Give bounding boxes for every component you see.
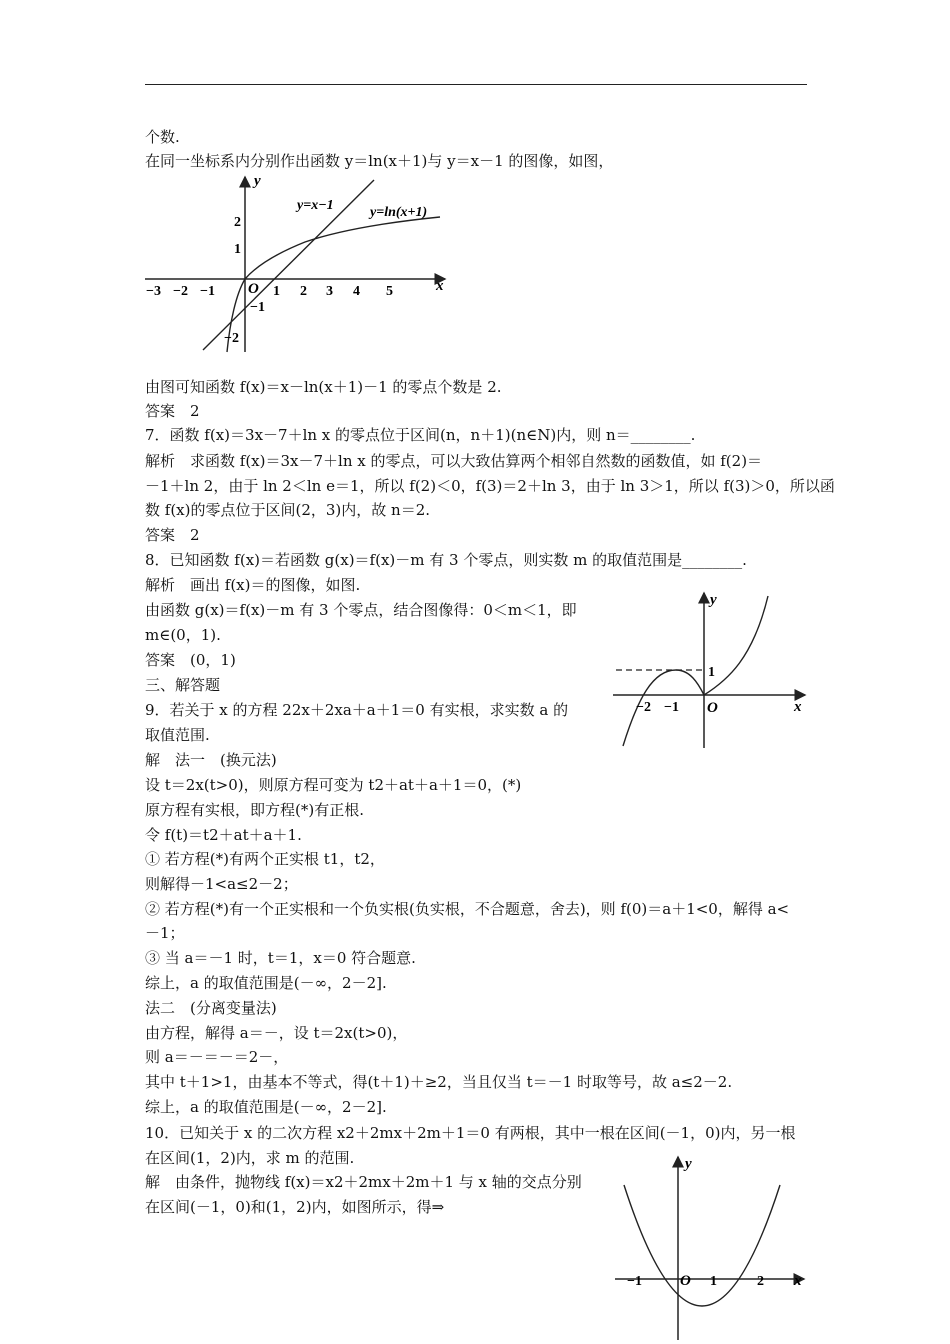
origin-label: O [680,1273,691,1289]
text-line: 原方程有实根，即方程(*)有正根. [145,801,364,819]
text-line: 由图可知函数 f(x)＝x－ln(x＋1)－1 的零点个数是 2. [145,378,502,396]
tick-label: 1 [710,1274,717,1289]
figure-parabola [610,1152,810,1342]
text-line: 则解得－1<a≤2－2； [145,875,298,893]
tick-label: 1 [234,242,241,257]
curve-ln-x-plus-1 [227,217,440,352]
text-line: 法二 (分离变量法) [145,999,277,1017]
text-line: 答案 (0，1) [145,651,236,669]
text-line: 取值范围. [145,726,210,744]
text-line: －1； [145,924,185,942]
tick-label: −2 [224,331,239,346]
text-line: 解 由条件，抛物线 f(x)＝x2＋2mx＋2m＋1 与 x 轴的交点分别 [145,1173,582,1191]
tick-label: 2 [234,215,241,230]
text-line: ① 若方程(*)有两个正实根 t1，t2， [145,850,385,868]
text-line: 令 f(t)＝t2＋at＋a＋1. [145,826,302,844]
tick-label: 2 [757,1274,764,1289]
text-line: m∈(0，1). [145,626,221,644]
origin-label: O [248,281,259,297]
axis-label-x: x [794,1273,802,1289]
text-line: 答案 2 [145,402,200,420]
section-heading: 三、解答题 [145,676,221,694]
header-rule [145,84,807,85]
text-line: 综上，a 的取值范围是(－∞，2－2]. [145,974,387,992]
text-line: 在区间(1，2)内，求 m 的范围. [145,1149,355,1167]
line-y-x-minus-1 [203,180,374,350]
tick-label: −1 [250,300,265,315]
text-line: 由函数 g(x)＝f(x)－m 有 3 个零点，结合图像得：0＜m＜1，即 [145,601,577,619]
text-line: ③ 当 a＝－1 时，t＝1，x＝0 符合题意. [145,949,416,967]
tick-label: −2 [173,284,188,299]
text-line: 在区间(－1，0)和(1，2)内，如图所示，得⇒ [145,1198,445,1216]
axis-label-y: y [254,173,261,189]
figure-ln-and-line [140,172,460,357]
axis-label-y: y [710,592,717,608]
tick-label: 4 [353,284,360,299]
tick-label: −1 [200,284,215,299]
text-line: 数 f(x)的零点位于区间(2，3)内，故 n＝2. [145,501,431,519]
text-line: 在同一坐标系内分别作出函数 y＝ln(x＋1)与 y＝x－1 的图像，如图， [145,152,614,170]
tick-label: 1 [273,284,280,299]
figure-piecewise [608,588,813,753]
tick-label: −2 [636,700,651,715]
question-9: 9．若关于 x 的方程 22x＋2xa＋a＋1＝0 有实根，求实数 a 的 [145,701,569,719]
text-line: ② 若方程(*)有一个正实根和一个负实根(负实根，不合题意，舍去)，则 f(0)＝a＋1<0，解得 a< [145,900,790,918]
text-line: 设 t＝2x(t>0)，则原方程可变为 t2＋at＋a＋1＝0，(*) [145,776,522,794]
question-8: 8．已知函数 f(x)＝若函数 g(x)＝f(x)－m 有 3 个零点，则实数 m 的取值范围是________. [145,551,747,569]
tick-label: −1 [664,700,679,715]
tick-label: −3 [146,284,161,299]
text-line: 综上，a 的取值范围是(－∞，2－2]. [145,1098,387,1116]
tick-label: 3 [326,284,333,299]
text-line: 答案 2 [145,526,200,544]
origin-label: O [707,700,718,716]
tick-label: 2 [300,284,307,299]
text-line: 个数. [145,128,180,146]
text-line: 其中 t＋1>1，由基本不等式，得(t＋1)＋≥2，当且仅当 t＝－1 时取等号，故 a≤2－2. [145,1073,733,1091]
text-line: 解析 画出 f(x)＝的图像，如图. [145,576,361,594]
line-label: y=x−1 [297,198,334,213]
axis-label-y: y [685,1156,692,1172]
axis-label-x: x [436,278,444,294]
tick-label: 1 [708,665,715,680]
text-line: 解析 求函数 f(x)＝3x－7＋ln x 的零点，可以大致估算两个相邻自然数的函数值，如 f(2)＝ [145,452,763,470]
text-line: －1＋ln 2，由于 ln 2＜ln e＝1，所以 f(2)＜0，f(3)＝2＋ln 3，由于 ln 3＞1，所以 f(3)＞0，所以函 [145,477,835,495]
tick-label: 5 [386,284,393,299]
axis-label-x: x [794,699,802,715]
text-line: 由方程，解得 a＝－，设 t＝2x(t>0)， [145,1024,408,1042]
curve-right-branch [704,596,768,695]
question-10: 10．已知关于 x 的二次方程 x2＋2mx＋2m＋1＝0 有两根，其中一根在区间(－1，0)内，另一根 [145,1124,796,1142]
curve-label: y=ln(x+1) [370,205,428,220]
text-line: 则 a＝－＝－＝2－， [145,1048,289,1066]
text-line: 解 法一 (换元法) [145,751,277,769]
question-7: 7．函数 f(x)＝3x－7＋ln x 的零点位于区间(n，n＋1)(n∈N)内，则 n＝________. [145,426,696,444]
tick-label: −1 [627,1274,642,1289]
